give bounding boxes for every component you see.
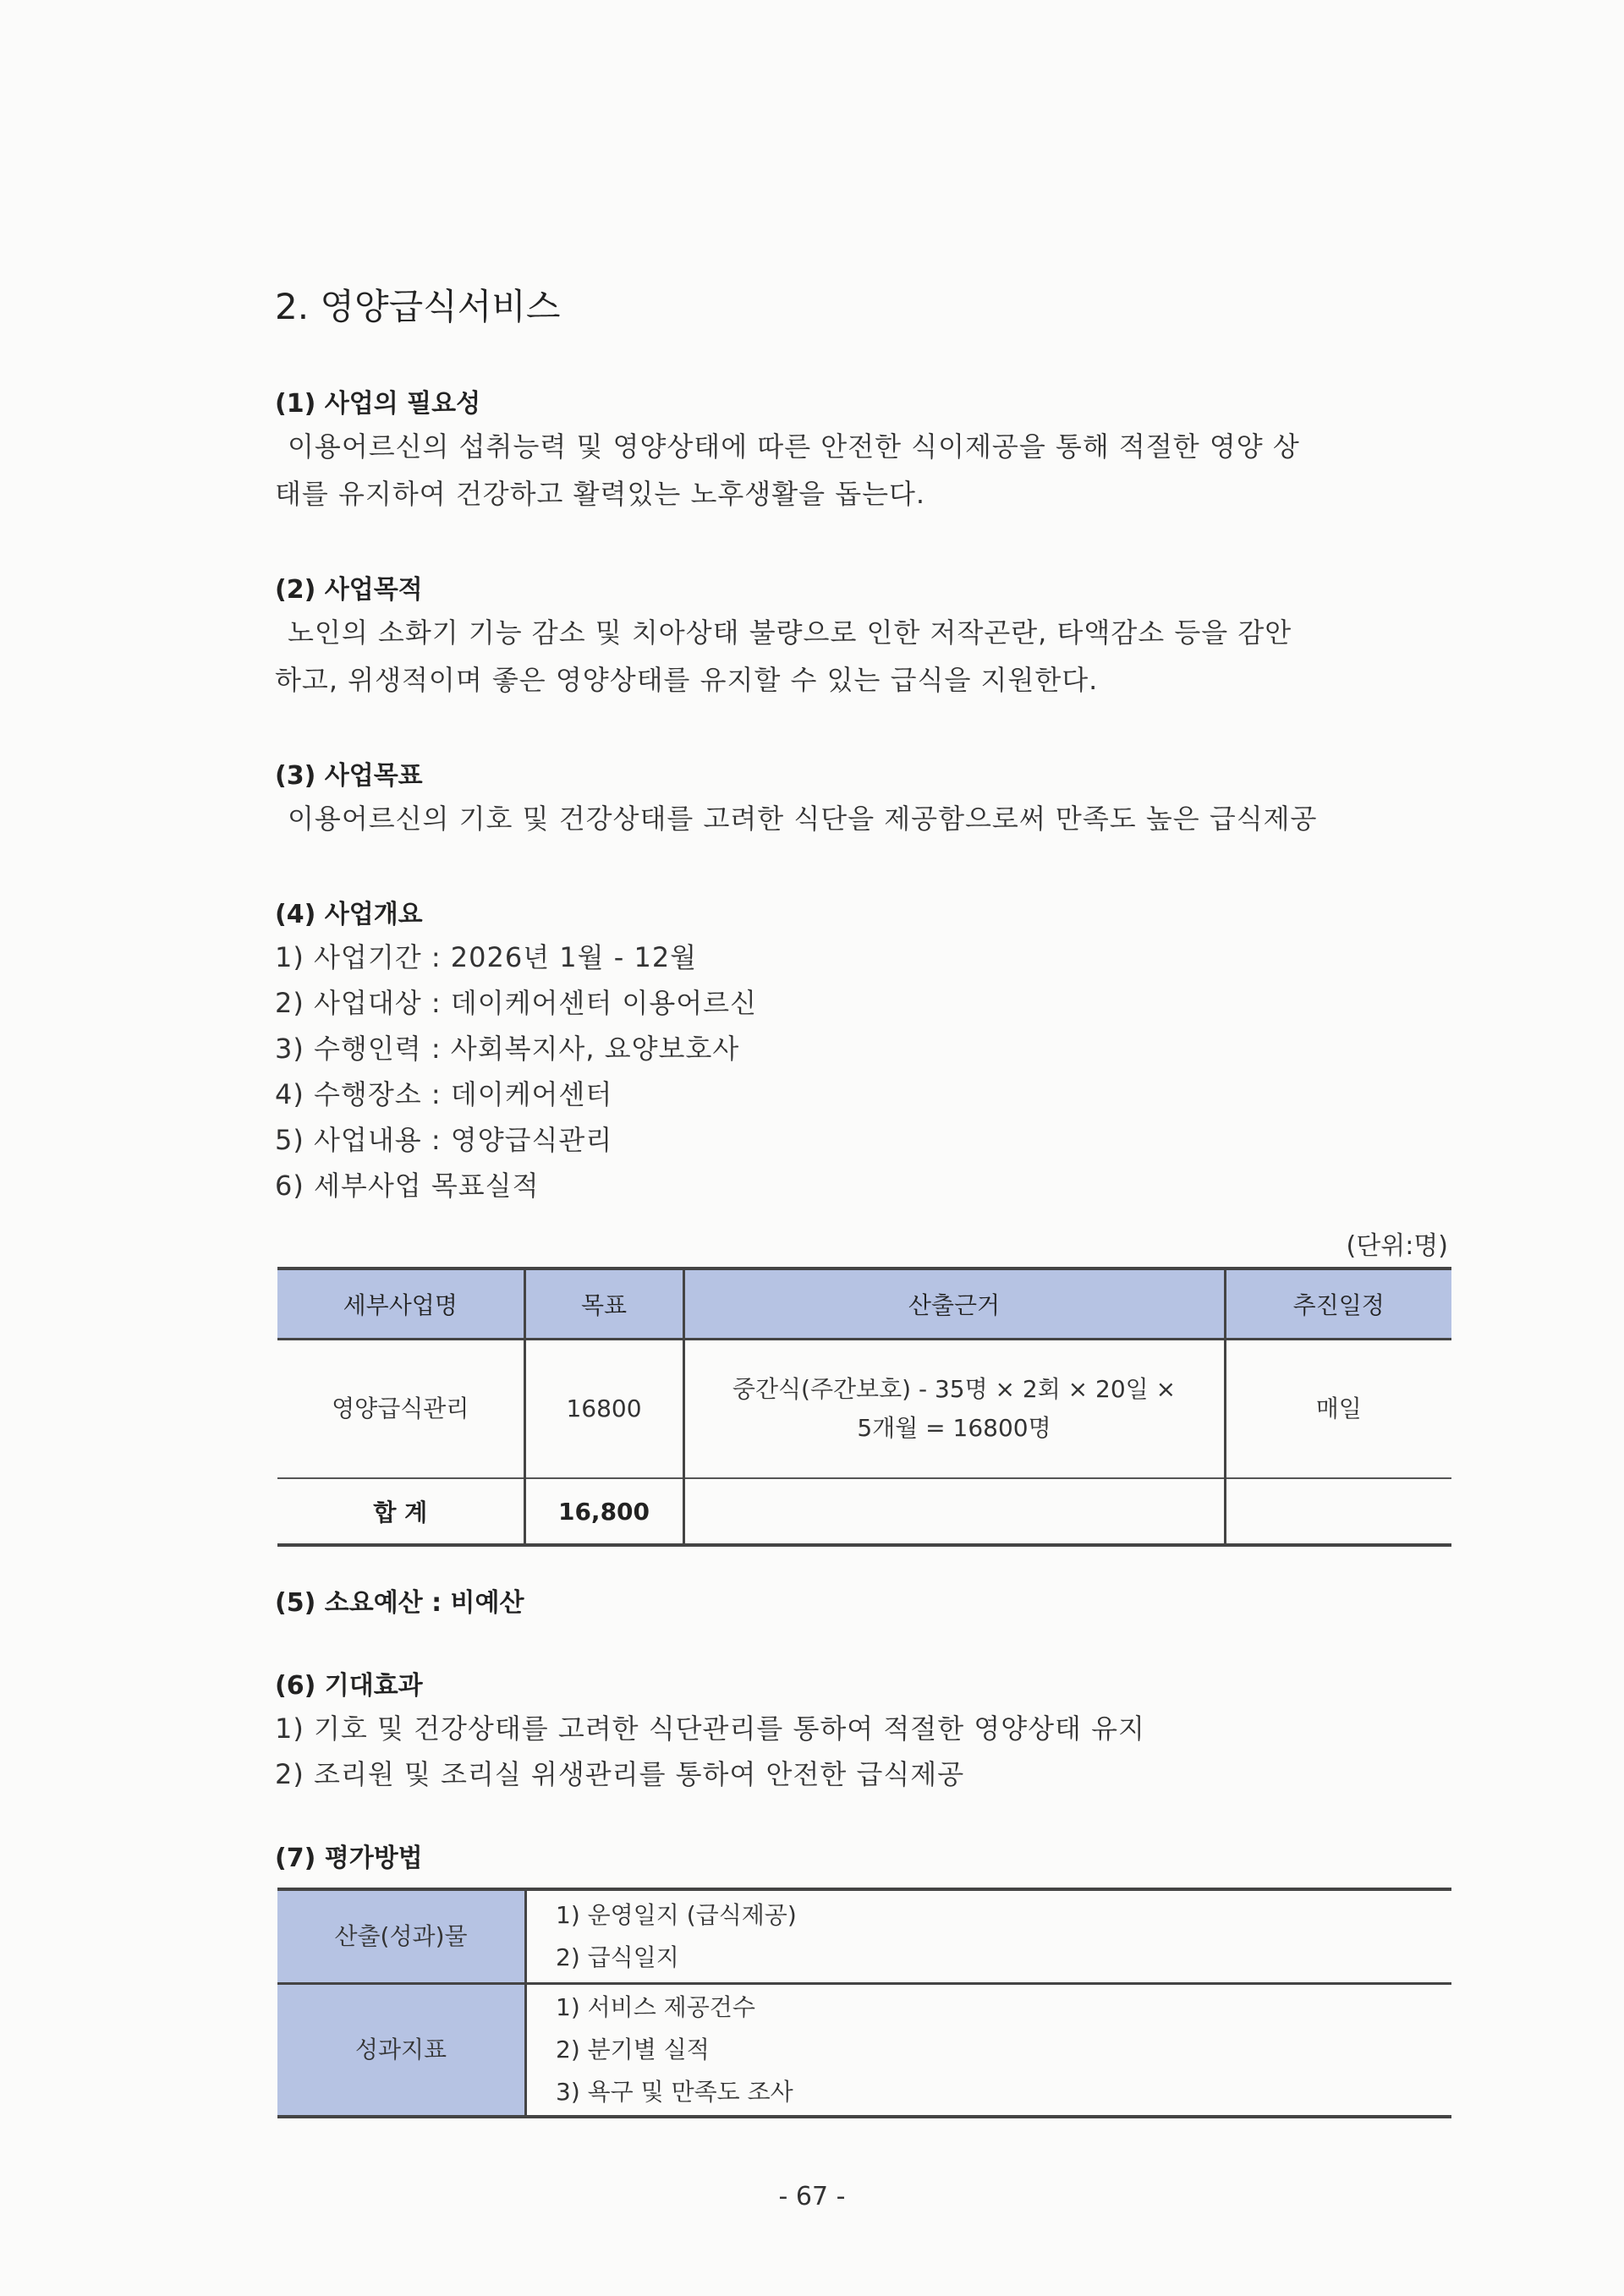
table-header: 산출근거 [683, 1269, 1225, 1340]
evaluation-table [277, 1888, 1451, 2118]
list-item: 1) 운영일지 (급식제공) [556, 1901, 797, 1929]
table-row [277, 1889, 1451, 1984]
table-row [277, 1984, 1451, 2118]
table-header: 추진일정 [1225, 1269, 1451, 1340]
target-performance-table [277, 1267, 1451, 1547]
list-item: 3) 욕구 및 만족도 조사 [556, 2078, 793, 2106]
table-cell-target: 16800 [524, 1340, 683, 1479]
effect-item: 1) 기호 및 건강상태를 고려한 식단관리를 통하여 적절한 영양상태 유지 [275, 1712, 1145, 1745]
section-heading-overview: (4) 사업개요 [275, 900, 423, 929]
table-total-row [277, 1478, 1451, 1545]
total-target: 16,800 [524, 1478, 683, 1545]
purpose-line-1: 노인의 소화기 기능 감소 및 치아상태 불량으로 인한 저작곤란, 타액감소 등을 감안 [288, 616, 1292, 649]
overview-item: 4) 수행장소 : 데이케어센터 [275, 1078, 613, 1110]
overview-item: 1) 사업기간 : 2026년 1월 - 12월 [275, 941, 698, 973]
overview-item: 2) 사업대상 : 데이케어센터 이용어르신 [275, 987, 757, 1019]
table-cell-schedule: 매일 [1225, 1340, 1451, 1479]
table-cell-basis [683, 1340, 1225, 1479]
page-number: - 67 - [778, 2182, 846, 2211]
effect-item: 2) 조리원 및 조리실 위생관리를 통하여 안전한 급식제공 [275, 1758, 965, 1790]
table-row [277, 1340, 1451, 1479]
section-heading-goal: (3) 사업목표 [275, 761, 423, 791]
basis-line-1: 중간식(주간보호) - 35명 × 2회 × 20일 × [732, 1375, 1177, 1403]
table-header: 목표 [524, 1269, 683, 1340]
section-heading-necessity: (1) 사업의 필요성 [275, 389, 481, 419]
overview-item: 3) 수행인력 : 사회복지사, 요양보호사 [275, 1033, 740, 1065]
unit-label: (단위:명) [1346, 1231, 1448, 1261]
list-item: 2) 급식일지 [556, 1943, 679, 1971]
list-item: 2) 분기별 실적 [556, 2036, 710, 2063]
page-title: 2. 영양급식서비스 [275, 286, 561, 327]
section-heading-effects: (6) 기대효과 [275, 1671, 423, 1701]
necessity-line-2: 태를 유지하여 건강하고 활력있는 노후생활을 돕는다. [275, 478, 926, 510]
output-label: 산출(성과)물 [277, 1889, 526, 1984]
overview-item: 6) 세부사업 목표실적 [275, 1170, 540, 1202]
total-label: 합 계 [277, 1478, 524, 1545]
table-cell-name: 영양급식관리 [277, 1340, 524, 1479]
section-heading-purpose: (2) 사업목적 [275, 575, 423, 605]
section-heading-evaluation: (7) 평가방법 [275, 1844, 423, 1873]
goal-line-1: 이용어르신의 기호 및 건강상태를 고려한 식단을 제공함으로써 만족도 높은 급식제공 [288, 803, 1318, 835]
table-header: 세부사업명 [277, 1269, 524, 1340]
list-item: 1) 서비스 제공건수 [556, 1993, 755, 2021]
section-heading-budget: (5) 소요예산 : 비예산 [275, 1588, 524, 1618]
purpose-line-2: 하고, 위생적이며 좋은 영양상태를 유지할 수 있는 급식을 지원한다. [275, 664, 1099, 696]
indicator-label: 성과지표 [277, 1984, 526, 2118]
overview-item: 5) 사업내용 : 영양급식관리 [275, 1124, 613, 1156]
basis-line-2: 5개월 = 16800명 [857, 1414, 1051, 1442]
necessity-line-1: 이용어르신의 섭취능력 및 영양상태에 따른 안전한 식이제공을 통해 적절한 영양 상 [288, 430, 1300, 463]
